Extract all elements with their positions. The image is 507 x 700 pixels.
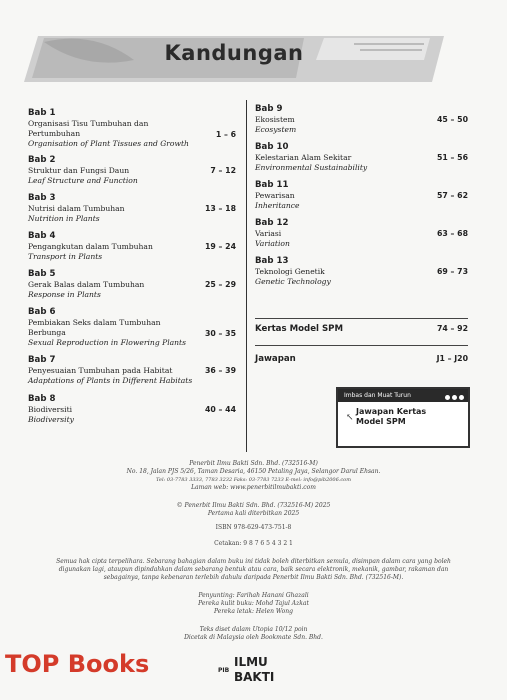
scan-download-line1: Jawapan Kertas (356, 407, 427, 416)
logo-text-bakti: BAKTI (234, 670, 275, 684)
typeset-line: Teks diset dalam Utopia 10/12 poin (199, 626, 308, 633)
chapter-number: Bab 11 (255, 180, 289, 190)
model-paper-entry[interactable] (255, 324, 468, 334)
rights-notice (0, 558, 507, 582)
model-paper-label: Kertas Model SPM (255, 324, 344, 334)
chapter-number: Bab 5 (28, 269, 56, 279)
chapter-title-ms: Biodiversiti (28, 405, 73, 414)
chapter-pages: 51 – 56 (436, 153, 468, 162)
ilmu-bakti-logo (218, 655, 282, 689)
chapter-entry[interactable] (255, 218, 468, 249)
chapter-number: Bab 2 (28, 155, 56, 165)
chapter-entry[interactable] (28, 394, 236, 425)
chapter-number: Bab 13 (255, 256, 289, 266)
chapter-title-ms: Pewarisan (255, 191, 295, 200)
chapter-number: Bab 8 (28, 394, 56, 404)
chapter-entry[interactable] (255, 256, 468, 287)
chapter-title-en: Environmental Sustainability (255, 163, 368, 172)
chapter-title-ms: Nutrisi dalam Tumbuhan (28, 204, 125, 213)
chapter-title-ms: Organisasi Tisu Tumbuhan dan Pertumbuhan (28, 119, 149, 138)
chapter-title-ms: Ekosistem (255, 115, 295, 124)
chapter-pages: 1 – 6 (215, 130, 236, 139)
publisher-contact: Tel: 03-7783 3333, 7783 3232 Faks: 03-7783 7233 E-mel: info@pib2006.com (156, 477, 351, 483)
printer-line: Dicetak di Malaysia oleh Bookmate Sdn. Bhd. (184, 634, 323, 641)
page-title: Kandungan (164, 41, 304, 65)
chapter-entry[interactable] (255, 142, 468, 173)
contents-right-column (255, 104, 468, 294)
chapter-title-en: Biodiversity (28, 415, 74, 424)
chapter-title-en: Variation (255, 239, 290, 248)
chapter-entry[interactable] (28, 155, 236, 186)
chapter-title-ms: Penyesuaian Tumbuhan pada Habitat (28, 366, 173, 375)
chapter-entry[interactable] (28, 307, 236, 348)
credits (0, 592, 507, 616)
scan-download-text (356, 407, 466, 427)
chapter-title-en: Sexual Reproduction in Flowering Plants (28, 338, 187, 347)
chapter-number: Bab 12 (255, 218, 289, 228)
chapter-entry[interactable] (28, 193, 236, 224)
contents-left-column (28, 108, 236, 432)
publisher-web: Laman web: www.penerbitilmubakti.com (191, 484, 316, 491)
imprint-copyright (0, 502, 507, 518)
scan-download-box[interactable] (336, 387, 470, 448)
chapter-pages: 57 – 62 (436, 191, 468, 200)
chapter-title-en: Organisation of Plant Tissues and Growth (28, 139, 189, 148)
chapter-pages: 19 – 24 (204, 242, 236, 251)
chapter-title-ms: Pembiakan Seks dalam Tumbuhan Berbunga (28, 318, 161, 337)
printing-line: Cetakan: 9 8 7 6 5 4 3 2 1 (214, 540, 293, 547)
scan-download-line2: Model SPM (356, 417, 406, 426)
publisher-address: No. 18, Jalan PJS 5/26, Taman Desaria, 46150 Petaling Jaya, Selangor Darul Ehsan. (126, 468, 381, 475)
chapter-title-en: Nutrition in Plants (28, 214, 100, 223)
chapter-title-ms: Kelestarian Alam Sekitar (255, 153, 352, 162)
first-published: Pertama kali diterbitkan 2025 (207, 510, 300, 517)
chapter-title-en: Transport in Plants (28, 252, 103, 261)
chapter-title-en: Response in Plants (28, 290, 101, 299)
chapter-title-ms: Gerak Balas dalam Tumbuhan (28, 280, 145, 289)
rights-line: Semua hak cipta terpelihara. Sebarang bahagian dalam buku ini tidak boleh diterbitkan semula, disimpan dalam cara yang boleh (56, 558, 451, 565)
chapter-number: Bab 1 (28, 108, 56, 118)
chapter-pages: 63 – 68 (436, 229, 468, 238)
chapter-pages: 30 – 35 (204, 329, 236, 338)
chapter-entry[interactable] (28, 108, 236, 149)
cursor-icon: ↖ (346, 413, 354, 423)
scan-download-header (338, 389, 468, 402)
chapter-number: Bab 3 (28, 193, 56, 203)
rights-line: sebagainya, tanpa kebenaran terlebih dahulu daripada Penerbit Ilmu Bakti Sdn. Bhd. (732516-M). (103, 574, 404, 581)
answers-entry[interactable] (255, 354, 468, 364)
chapter-title-en: Inheritance (255, 201, 300, 210)
scan-download-title: Imbas dan Muat Turun (344, 392, 411, 399)
chapter-title-ms: Struktur dan Fungsi Daun (28, 166, 130, 175)
chapter-number: Bab 10 (255, 142, 289, 152)
window-dots-icon (443, 392, 464, 405)
chapter-number: Bab 9 (255, 104, 283, 114)
title-banner (24, 30, 444, 88)
chapter-pages: 69 – 73 (436, 267, 468, 276)
pib-mark: PIB (218, 667, 230, 674)
isbn: ISBN 978-629-473-751-8 (215, 524, 292, 531)
chapter-entry[interactable] (28, 231, 236, 262)
chapter-number: Bab 4 (28, 231, 56, 241)
topbooks-watermark-logo: TOP Books (5, 650, 150, 678)
chapter-number: Bab 7 (28, 355, 56, 365)
section-divider (255, 318, 468, 319)
chapter-title-en: Genetic Technology (255, 277, 331, 286)
publisher-name: Penerbit Ilmu Bakti Sdn. Bhd. (732516-M) (189, 460, 318, 467)
editor-credit: Penyunting: Farihah Hanani Ghazali (198, 592, 309, 599)
layout-credit: Pereka letak: Helen Wong (214, 608, 293, 615)
print-info (0, 626, 507, 642)
chapter-entry[interactable] (28, 355, 236, 386)
section-divider (255, 345, 468, 346)
chapter-number: Bab 6 (28, 307, 56, 317)
imprint-publisher (0, 460, 507, 492)
chapter-pages: 13 – 18 (204, 204, 236, 213)
chapter-title-en: Ecosystem (255, 125, 297, 134)
answers-pages: J1 – J20 (436, 354, 468, 363)
chapter-title-ms: Variasi (255, 229, 282, 238)
chapter-entry[interactable] (255, 104, 468, 135)
chapter-entry[interactable] (255, 180, 468, 211)
chapter-title-en: Leaf Structure and Function (28, 176, 138, 185)
chapter-pages: 36 – 39 (204, 366, 236, 375)
cover-credit: Pereka kulit buku: Mohd Tajul Azkat (198, 600, 309, 607)
chapter-pages: 7 – 12 (210, 166, 236, 175)
chapter-pages: 40 – 44 (204, 405, 236, 414)
model-paper-pages: 74 – 92 (436, 324, 468, 333)
chapter-pages: 45 – 50 (436, 115, 468, 124)
chapter-title-en: Adaptations of Plants in Different Habitats (28, 376, 193, 385)
rights-line: digunakan lagi, ataupun dipindahkan dalam sebarang bentuk atau cara, baik secara elektronik, mekanik, gambar, rakaman dan (58, 566, 449, 573)
copyright-line: © Penerbit Ilmu Bakti Sdn. Bhd. (732516-M) 2025 (176, 502, 331, 509)
logo-text-ilmu: ILMU (234, 655, 268, 669)
chapter-title-ms: Pengangkutan dalam Tumbuhan (28, 242, 153, 251)
column-divider (246, 100, 247, 452)
chapter-entry[interactable] (28, 269, 236, 300)
chapter-title-ms: Teknologi Genetik (255, 267, 325, 276)
chapter-pages: 25 – 29 (204, 280, 236, 289)
answers-label: Jawapan (255, 354, 296, 364)
